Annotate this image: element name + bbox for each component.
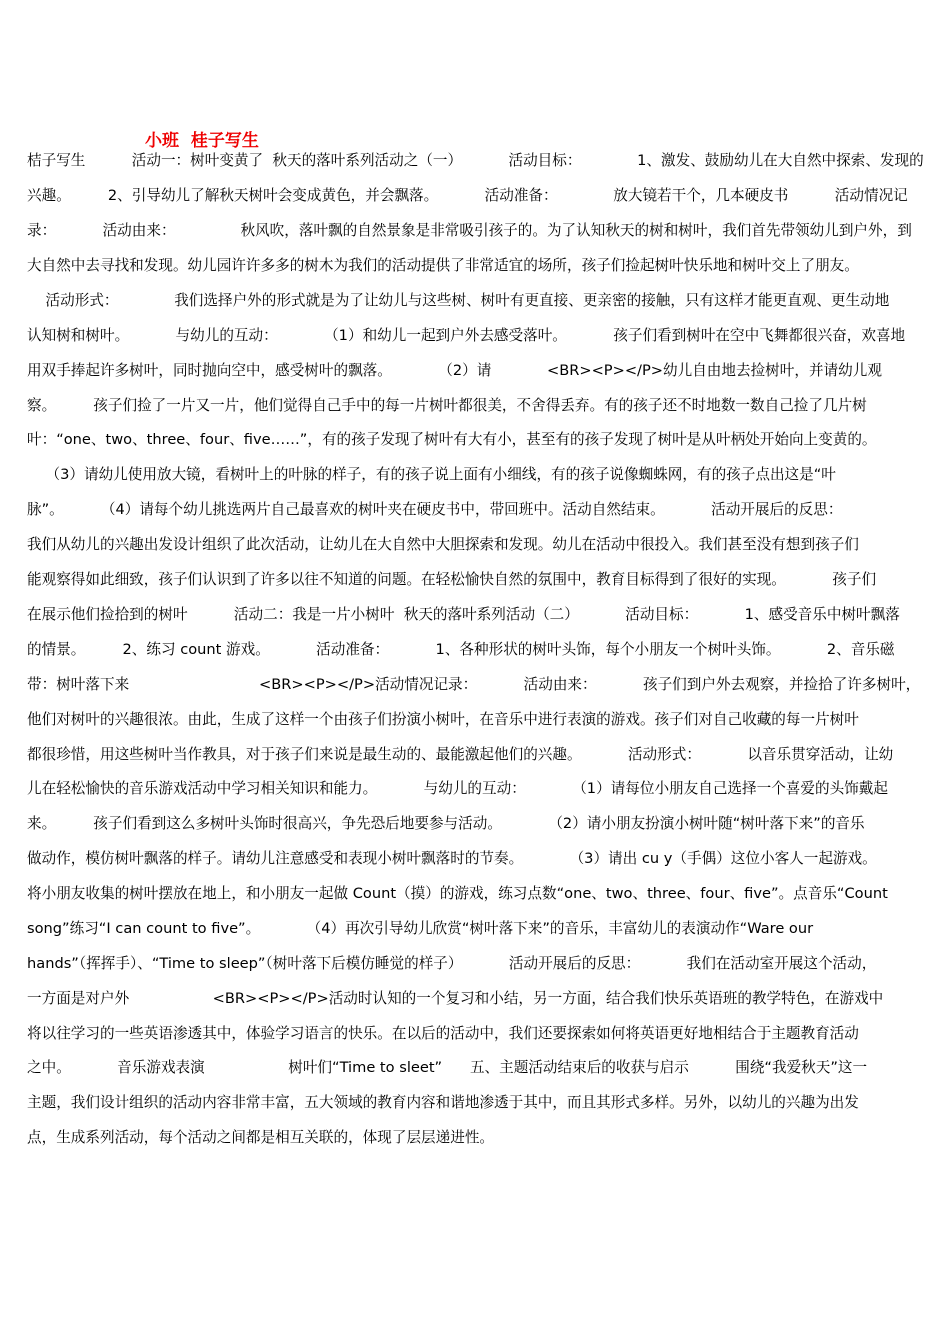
text-line: 一方面是对户外 <BR><P></P>活动时认知的一个复习和小结，另一方面，结合我们快乐英语班的教学特色，在游戏中: [27, 990, 884, 1007]
text-line: 录： 活动由来： 秋风吹，落叶飘的自然景象是非常吸引孩子的。为了认知秋天的树和树叶，我们首先带领幼儿到户外，到: [27, 222, 912, 239]
text-line: 活动形式： 我们选择户外的形式就是为了让幼儿与这些树、树叶有更直接、更亲密的接触，只有这样才能更直观、更生动地: [27, 292, 890, 309]
text-line: （3）请幼儿使用放大镜，看树叶上的叶脉的样子，有的孩子说上面有小细线，有的孩子说像蜘蛛网，有的孩子点出这是“叶: [27, 466, 836, 483]
text-line: 都很珍惜，用这些树叶当作教具，对于孩子们来说是最生动的、最能激起他们的兴趣。 活动形式： 以音乐贯穿活动，让幼: [27, 746, 894, 763]
text-line: 兴趣。 2、引导幼儿了解秋天树叶会变成黄色，并会飘落。 活动准备： 放大镜若干个，几本硬皮书 活动情况记: [27, 187, 908, 204]
text-line: 认知树和树叶。 与幼儿的互动： （1）和幼儿一起到户外去感受落叶。 孩子们看到树叶在空中飞舞都很兴奋，欢喜地: [27, 327, 906, 344]
text-line: song”练习“I can count to five”。 （4）再次引导幼儿欣赏“树叶落下来”的音乐，丰富幼儿的表演动作“Ware our: [27, 920, 814, 937]
text-line: 用双手捧起许多树叶，同时抛向空中，感受树叶的飘落。 （2）请 <BR><P></P>幼儿自由地去捡树叶，并请幼儿观: [27, 362, 882, 379]
text-line: 带：树叶落下来 <BR><P></P>活动情况记录： 活动由来： 孩子们到户外去观察，并捡拾了许多树叶，: [27, 676, 921, 693]
text-line: 能观察得如此细致，孩子们认识到了许多以往不知道的问题。在轻松愉快自然的氛围中，教育目标得到了很好的实现。 孩子们: [27, 571, 877, 588]
text-line: 的情景。 2、练习 count 游戏。 活动准备： 1、各种形状的树叶头饰，每个小朋友一个树叶头饰。 2、音乐磁: [27, 641, 895, 658]
text-line: hands”（挥挥手）、“Time to sleep”（树叶落下后模仿睡觉的样子） 活动开展后的反思： 我们在活动室开展这个活动，: [27, 955, 877, 972]
text-line: 桔子写生 活动一：树叶变黄了 秋天的落叶系列活动之（一） 活动目标： 1、激发、鼓励幼儿在大自然中探索、发现的: [27, 152, 924, 169]
text-line: 点，生成系列活动，每个活动之间都是相互关联的，体现了层层递进性。: [27, 1129, 495, 1146]
text-line: 将以往学习的一些英语渗透其中，体验学习语言的快乐。在以后的活动中，我们还要探索如何将英语更好地相结合于主题教育活动: [27, 1025, 859, 1042]
text-line: 叶：“one、two、three、four、five……”，有的孩子发现了树叶有大有小，甚至有的孩子发现了树叶是从叶柄处开始向上变黄的。: [27, 431, 877, 448]
document-title: 小班 桂子写生: [145, 131, 259, 151]
text-line: 来。 孩子们看到这么多树叶头饰时很高兴，争先恐后地要参与活动。 （2）请小朋友扮演小树叶随“树叶落下来”的音乐: [27, 815, 865, 832]
text-line: 察。 孩子们捡了一片又一片，他们觉得自己手中的每一片树叶都很美，不舍得丢弃。有的孩子还不时地数一数自己捡了几片树: [27, 397, 867, 414]
text-line: 脉”。 （4）请每个幼儿挑选两片自己最喜欢的树叶夹在硬皮书中，带回班中。活动自然结束。 活动开展后的反思：: [27, 501, 843, 518]
text-line: 主题，我们设计组织的活动内容非常丰富，五大领域的教育内容和谐地渗透于其中，而且其形式多样。另外，以幼儿的兴趣为出发: [27, 1094, 859, 1111]
text-line: 儿在轻松愉快的音乐游戏活动中学习相关知识和能力。 与幼儿的互动： （1）请每位小朋友自己选择一个喜爱的头饰戴起: [27, 780, 888, 797]
text-line: 他们对树叶的兴趣很浓。由此，生成了这样一个由孩子们扮演小树叶，在音乐中进行表演的游戏。孩子们对自己收藏的每一片树叶: [27, 711, 859, 728]
text-line: 之中。 音乐游戏表演 树叶们“Time to sleet” 五、主题活动结束后的收获与启示 围绕“我爱秋天”这一: [27, 1059, 868, 1076]
text-line: 我们从幼儿的兴趣出发设计组织了此次活动，让幼儿在大自然中大胆探索和发现。幼儿在活动中很投入。我们甚至没有想到孩子们: [27, 536, 859, 553]
text-line: 大自然中去寻找和发现。幼儿园许许多多的树木为我们的活动提供了非常适宜的场所，孩子们捡起树叶快乐地和树叶交上了朋友。: [27, 257, 859, 274]
text-line: 在展示他们捡拾到的树叶 活动二：我是一片小树叶 秋天的落叶系列活动（二） 活动目标： 1、感受音乐中树叶飘落: [27, 606, 900, 623]
text-line: 做动作，模仿树叶飘落的样子。请幼儿注意感受和表现小树叶飘落时的节奏。 （3）请出 cu y（手偶）这位小客人一起游戏。: [27, 850, 877, 867]
text-line: 将小朋友收集的树叶摆放在地上，和小朋友一起做 Count（摸）的游戏，练习点数“one、two、three、four、five”。点音乐“Count: [27, 885, 888, 902]
